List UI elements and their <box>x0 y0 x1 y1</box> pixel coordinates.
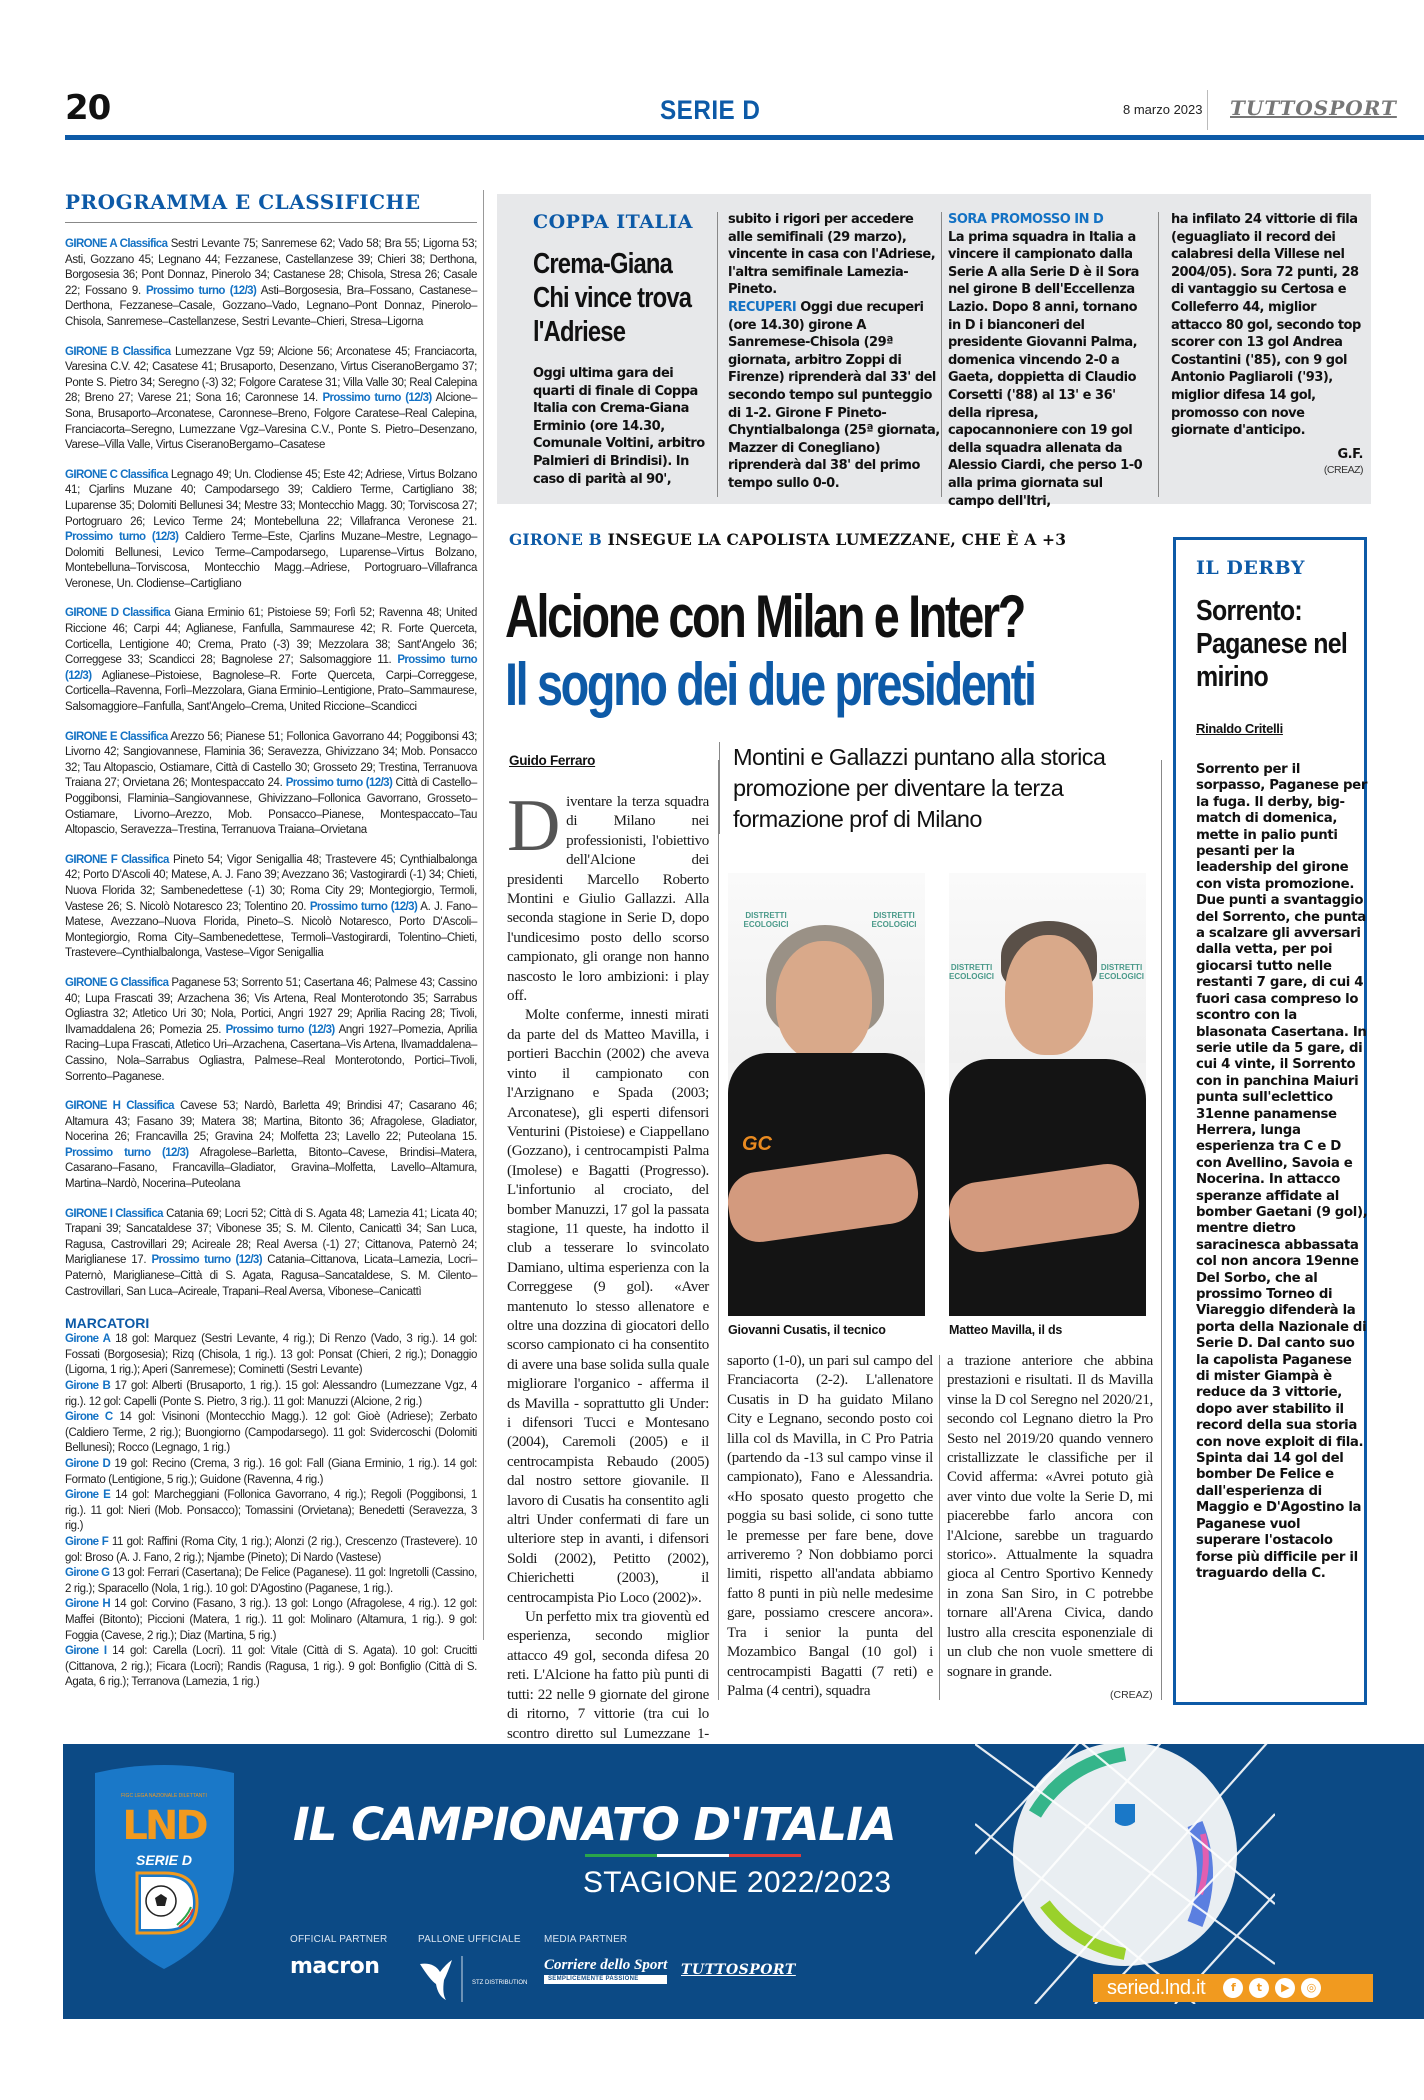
article-paragraph: Molte conferme, innesti mirati da parte del ds Matteo Mavilla, i portieri Bacchin (2002) che aveva vinto il campionato con l'Arzignano e Spada (2003; Arconatese), gli esperti difensori Venturini (Pistoiese) e Ciappellano (Gozzano), i centrocampisti Palma (Imolese) e Bagatti (Progresso). L'infortunio al crociato, del bomber Manuzzi, 17 gol la passata stagione, 11 queste, ha indotto il club a tesserare lo svincolato Damiano, ultima esperienza con la Correggese (9 gol). «Aver mantenuto lo stesso allenatore e oltre una dozzina di giocatori dello scorso campionato ci ha consentito di avere una base solida sulla quale migliorare l'organico - afferma il ds Mavilla - soprattutto gli Under: i difensori Tucci e Montesano (2004), Caremoli (2005) e il centrocampista Rebaudo (2005) dal nostro settore giovanile. Il lavoro di Cusatis ha consentito agli altri Under confermati di fare un ulteriore step in avanti, i difensori Soldi (2002), Petitto (2002), Chierichetti (2003), il centrocampista Pio Loco (2002)». <box>507 1007 709 1606</box>
lnd-serie-d-shield-logo <box>93 1761 236 1971</box>
next-round-fixtures: Caldiero Terme–Este, Cjarlins Muzane–Mestre, Legnago–Dolomiti Bellunesi, Levico Terme–Campodarsego, Luparense–Virtus Bolzano, Montebelluna–Torviscosa, Montecchio Magg.–Adriese, Portogruaro–Villafranca Veronese, Un. Clodiense–Cartigliano <box>65 531 477 590</box>
next-round-label: Prossimo turno (12/3) <box>65 1146 189 1159</box>
girone-standings: Catania 69; Locri 52; Città di S. Agata 48; Lamezia 41; Licata 40; Trapani 39; Sancataldese 37; Vibonese 35; S. M. Cilento, Canicattì 34; San Luca, Ragusa, Castrovillari 29; Acireale 28; Real Aversa (-1) 27; Cittanova, Paternò 24; Mariglianese 17. <box>65 1207 477 1267</box>
scorers-text: 14 gol: Carella (Locri). 11 gol: Vitale (Città di S. Agata). 10 gol: Crucitti (Cittanova, 2 rig.); Ficara (Locri); Randis (Ragusa, 1 rig.). 9 gol: Bonfiglio (Città di S. Agata, 6 rig.); Terranova (Lamezia, 1 rig.) <box>65 1645 477 1689</box>
next-round-fixtures: Asti–Borgosesia, Bra–Fossano, Castanese–Derthona, Fezzanese–Casale, Gozzano–Vado, Legnano–Pont Donnaz, Pinerolo–Chisola, Sanremese–Castellanzese, Sestri Levante–Chieri, Stresa–Ligorna <box>65 284 477 328</box>
serie-d-text: SERIE D <box>135 1852 193 1868</box>
next-round-label: Prossimo turno (12/3) <box>145 284 257 297</box>
derby-body: Sorrento per il sorpasso, Paganese per la fuga. Il derby, big-match di domenica, mette in palio punti pesanti per la leadership del girone con vista promozione. Due punti a svantaggio del Sorrento, che punta a scalzare gli avversari dalla vetta, per poi giocarsi tutto nelle restanti 7 gare, di cui 4 fuori casa compreso lo scontro con la blasonata Casertana. In serie utile da 5 gare, di cui 4 vinte, il Sorrento con in panchina Maiuri punta sull'eclettico 31enne panamense Herrera, lunga esperienza tra C e D con Avellino, Savoia e Nocerina. In attacco speranze affidate al bomber Gaetani (9 gol), mentre dietro saracinesca abbassata col non ancora 19enne Del Sorbo, che al prossimo Torneo di Viareggio difenderà la porta della Nazionale di Serie D. Dal canto suo la capolista Paganese di mister Giampà è reduce da 3 vittorie, dopo aver stabilito il record della sua storia con nove exploit di fila. Spinta dai 14 gol del bomber De Felice e dall'esperienza di Maggio e D'Agostino la Paganese vuol superare l'ostacolo forse più difficile per il traguardo della C. <box>1196 762 1368 1581</box>
newspaper-logo: TUTTOSPORT <box>1230 96 1397 120</box>
sora-continued <box>1171 211 1363 477</box>
girone-block <box>65 606 477 715</box>
facebook-icon[interactable]: f <box>1223 1978 1243 1998</box>
article-kicker <box>509 530 1066 550</box>
scorers-entry <box>65 1566 477 1597</box>
girone-title: GIRONE I Classifica <box>65 1207 163 1220</box>
instagram-icon[interactable]: ◎ <box>1301 1978 1321 1998</box>
sponsor-logo: DISTRETTI ECOLOGICI <box>1099 963 1144 981</box>
tuttosport-logo: TUTTOSPORT <box>681 1962 796 1978</box>
puma-logo <box>416 1954 536 2004</box>
header-rule <box>65 135 1424 140</box>
scorers-entry <box>65 1332 477 1379</box>
sponsor-logo: DISTRETTI ECOLOGICI <box>743 911 789 929</box>
girone-standings: Pineto 54; Vigor Senigallia 48; Trastevere 45; Cynthialbalonga 42; Porto D'Ascoli 40; Matese, A. J. Fano 39; Avezzano 36; Vastogirardi (-1) 34; Chieti, Nuova Florida 32; Sambenedettese (-1) 30; Roma City 29; Montegiorgio, Termoli, Vastese 26; S. Nicolò Notaresco 23; Tolentino 20. <box>65 853 477 913</box>
girone-title: GIRONE C Classifica <box>65 468 168 481</box>
next-round-label: Prossimo turno (12/3) <box>65 654 477 682</box>
photo-cusatis <box>728 873 925 1316</box>
scorers-girone: Girone F <box>65 1535 109 1548</box>
scorers-entry <box>65 1379 477 1410</box>
article-paragraph: Un perfetto mix tra gioventù ed esperienza, secondo miglior attacco 49 gol, seconda difesa 20 reti. L'Alcione ha fatto più punti di tutti: 22 nelle 9 giornate del girone di ritorno, 7 vittorie (tra cui lo scontro diretto sul Lumezzane 1- <box>507 1609 709 1742</box>
media-partner-label: MEDIA PARTNER <box>544 1934 628 1945</box>
subhead-rule <box>719 742 720 834</box>
twitter-icon[interactable]: t <box>1249 1978 1269 1998</box>
derby-kicker: IL DERBY <box>1196 557 1305 579</box>
girone-standings: Legnago 49; Un. Clodiense 45; Este 42; Adriese, Virtus Bolzano 41; Cjarlins Muzane 40; Campodarsego 39; Caldiero Terme, Cartigliano 38; Luparense 35; Dolomiti Bellunesi 34; Mestre 33; Montecchio Magg. 30; Torviscosa 27; Portogruaro 26; Levico Terme 24; Montebelluna 22; Villafranca Veronese 21. <box>65 468 478 528</box>
next-round-label: Prossimo turno (12/3) <box>285 777 393 790</box>
scorers-entry <box>65 1488 477 1535</box>
girone-title: GIRONE B Classifica <box>65 345 171 358</box>
column-divider <box>1161 760 1162 1700</box>
girone-standings: Giana Erminio 61; Pistoiese 59; Forlì 52; Ravenna 48; United Riccione 46; Carpi 44; Aglianese, Fanfulla, Sammaurese 42; R. Forte Querceta, Corticella, Lentigione 40; Crema, Prato (-3) 39; Mezzolara 38; Sant'Angelo 36; Correggese 33; Scandicci 28; Bagnolese 27; Salsomaggiore 11. <box>65 607 477 667</box>
girone-title: GIRONE A Classifica <box>65 238 168 250</box>
scorers-girone: Girone E <box>65 1489 111 1502</box>
next-round-label: Prossimo turno (12/3) <box>309 900 418 913</box>
article-credit: (CREAZ) <box>1110 1689 1153 1701</box>
photo-mavilla <box>949 873 1146 1316</box>
girone-block <box>65 468 477 593</box>
italian-tricolor-rule <box>585 1854 801 1857</box>
league-small-text: FIGC LEGA NAZIONALE DILETTANTI <box>121 1793 207 1799</box>
football-in-net-image <box>975 1744 1275 2004</box>
scorers-text: 13 gol: Ferrari (Casertana); De Felice (Paganese). 11 gol: Ingretolli (Cassino, 2 rig.); Sparacello (Nola, 1 rig.). 10 gol: D'Agostino (Paganese, 1 rig.). <box>65 1567 477 1595</box>
shirt-initials: GC <box>742 1133 772 1155</box>
column-divider <box>718 760 719 1700</box>
coppa-body: Oggi ultima gara dei quarti di finale di Coppa Italia con Crema-Giana Erminio (ore 14.30, Comunale Voltini, arbitro Palmieri di Brindisi). In caso di parità al 90', <box>533 366 705 487</box>
next-round-fixtures: A. J. Fano–Matese, Avezzano–Nuova Florida, Pineto–S. Nicolò Notaresco, Porto D'Ascoli–Montegiorgio, Roma City–Sambenedettese, Termoli–Vastogirardi, Tolentino–Chieti, Trastevere–Cynthialbalonga, Vastese–Vigor Senigallia <box>65 900 477 960</box>
banner-title: IL CAMPIONATO D'ITALIA <box>293 1798 896 1851</box>
derby-author: Rinaldo Critelli <box>1196 721 1283 736</box>
sora-kicker: SORA PROMOSSO IN D <box>948 212 1104 227</box>
girone-standings: Arezzo 56; Pianese 51; Follonica Gavorrano 44; Poggibonsi 43; Livorno 42; Sangiovannese, Flaminia 36; Seravezza, Ghivizzano 34; Mob. Ponsacco 32; Tau Altopascio, Ostiamare, Città di Castello 30; Grosseto 29; Trestina, Terranuova Traiana 27; Orvietana 26; Montespaccato 24. <box>65 730 477 790</box>
recuperi-label: RECUPERI <box>728 299 797 315</box>
girone-block <box>65 1207 477 1301</box>
sora-signature: G.F. <box>1337 446 1363 462</box>
person-head <box>776 941 872 1061</box>
coppa-italia-brief <box>533 211 711 488</box>
next-round-fixtures: Catania–Cittanova, Licata–Lamezia, Locri–Paternò, Mariglianese–Città di S. Agata, Ragusa–Sancataldese, S. M. Cilento–Castrovillari, San Luca–Acireale, Trapani–Real Aversa, Vibonese–Canicattì <box>65 1254 477 1298</box>
sponsor-logo: DISTRETTI ECOLOGICI <box>949 963 994 981</box>
scorers-girone: Girone D <box>65 1457 111 1470</box>
scorers-girone: Girone H <box>65 1598 111 1611</box>
banner-season: STAGIONE 2022/2023 <box>583 1866 892 1899</box>
next-round-fixtures: Città di Castello–Poggibonsi, Flaminia–Sangiovannese, Ghivizzano–Follonica Gavorrano, Grosseto–Ostiamare, Livorno–Arezzo, Mob. Ponsacco–Pianese, Montespaccato–Tau Altopascio, Seravezza–Trestina, Terranuova Traiana–Orvietana <box>65 777 477 837</box>
girone-title: GIRONE D Classifica <box>65 607 171 620</box>
scorers-text: 11 gol: Raffini (Roma City, 1 rig.); Alonzi (2 rig.), Crescenzo (Trastevere). 10 gol: Broso (A. J. Fano, 2 rig.); Njambe (Pineto); Di Nardo (Vastese) <box>65 1535 477 1564</box>
corriere-tagline: SEMPLICEMENTE PASSIONE <box>544 1975 667 1984</box>
lnd-logo-text: LND <box>122 1803 206 1849</box>
next-round-fixtures: Angri 1927–Pomezia, Aprilia Racing–Lupa Frascati, Atletico Uri–Arzachena, Casertana–Vis Artena, Ilvamaddalena–Cassino, Nola–Sarrabus Ogliastra, Palmese–Real Monterotondo, Portici–Tivoli, Sorrento–Paganese. <box>65 1023 477 1083</box>
photo-caption: Giovanni Cusatis, il tecnico <box>728 1323 886 1337</box>
website-bar[interactable] <box>1093 1974 1373 2002</box>
scorers-entry <box>65 1410 477 1457</box>
sponsor-logo: DISTRETTI ECOLOGICI <box>871 911 917 929</box>
brief-divider <box>941 212 942 497</box>
scorers-text: 19 gol: Recino (Crema, 3 rig.). 16 gol: Fall (Giana Erminio, 1 rig.). 14 gol: Formato (Lentigione, 5 rig.); Guidone (Ravenna, 4 rig.) <box>65 1457 477 1486</box>
svg-text:STZ DISTRIBUTION: STZ DISTRIBUTION <box>472 1980 528 1986</box>
scorers-text: 14 gol: Marcheggiani (Follonica Gavorrano, 4 rig.); Regoli (Poggibonsi, 1 rig.). 11 gol: Nieri (Mob. Ponsacco); Tomassini (Orvietana); Benedetti (Seravezza, 3 rig.) <box>65 1489 477 1533</box>
marcatori-title: MARCATORI <box>65 1315 150 1332</box>
brief-divider <box>1158 212 1159 497</box>
scorers-girone: Girone G <box>65 1567 110 1580</box>
article-column-3: a trazione anteriore che abbina prestazioni e risultati. Il ds Mavilla vinse la D col Seregno nel 2020/21, secondo col Legnano dietro la Pro Sesto nel 2019/20 quando vennero cristallizzate le classifiche per il Covid afferma: «Avrei potuto già aver vinto due volte la Serie D, mi piacerebbe farlo ancora con l'Alcione, sarebbe un traguardo storico». Attualmente la squadra gioca al Centro Sportivo Kennedy in zona San Siro, in C potrebbe tornare all'Arena Civica, dando lustro alla crescita esponenziale di un club che non vuole smettere di sognare in grande. <box>947 1353 1153 1680</box>
scorers-entry <box>65 1597 477 1644</box>
girone-title: GIRONE F Classifica <box>65 853 169 866</box>
corriere-dello-sport-logo <box>544 1956 667 1984</box>
girone-standings: Paganese 53; Sorrento 51; Casertana 46; Palmese 43; Cassino 40; Lupa Frascati 39; Arzachena 36; Vis Artena, Real Monterotondo 35; Sarrabus Ogliastra 32; Atletico Uri 30; Nola, Portici, Angri 1927 29; Aprilia Racing 28; Tivoli, Ilvamaddalena 26; Pomezia 25. <box>65 976 477 1036</box>
scorers-girone: Girone B <box>65 1380 111 1392</box>
page-number: 20 <box>65 88 111 128</box>
girone-block <box>65 730 477 839</box>
scorers-text: 17 gol: Alberti (Brusaporto, 1 rig.). 15 gol: Alessandro (Lumezzane Vgz, 4 rig.). 12 gol: Capelli (Ponte S. Pietro, 3 rig.). 11 gol: Manuzzi (Alcione, 2 rig.) <box>65 1380 477 1408</box>
standings-title: PROGRAMMA E CLASSIFICHE <box>65 190 477 223</box>
derby-title: Sorrento: Paganese nel mirino <box>1196 595 1348 693</box>
gironi-list <box>65 237 477 1300</box>
next-round-label: Prossimo turno (12/3) <box>322 392 432 405</box>
girone-block <box>65 237 477 331</box>
sora-brief <box>948 211 1148 510</box>
issue-date: 8 marzo 2023 <box>1123 102 1203 117</box>
girone-title: GIRONE G Classifica <box>65 976 169 989</box>
coppa-body-continued: subito i rigori per accedere alle semifinali (29 marzo), vincente in casa con l'Adriese, l'altra semifinale Lamezia-Pineto. <box>728 212 936 298</box>
column-divider <box>939 1355 940 1700</box>
girone-block <box>65 345 477 454</box>
drop-cap: D <box>507 785 561 867</box>
scorers-entry <box>65 1644 477 1691</box>
girone-block <box>65 1099 477 1193</box>
girone-standings: Cavese 53; Nardò, Barletta 49; Brindisi 47; Casarano 46; Altamura 43; Fasano 39; Matera 38; Martina, Bitonto 36; Afragolese, Gladiator, Nocerina 26; Francavilla 25; Gravina 24; Molfetta 23; Lavello 22; Puteolana 15. <box>65 1100 477 1144</box>
scorers-girone: Girone I <box>65 1645 107 1658</box>
person-head <box>1005 935 1093 1055</box>
derby-box <box>1173 537 1367 1705</box>
standings-column <box>65 190 477 1691</box>
section-title: SERIE D <box>660 95 761 125</box>
next-round-fixtures: Aglianese–Pistoiese, Bagnolese–R. Forte Querceta, Carpi–Correggese, Corticella–Ravenna, Forlì–Mezzolara, Giana Erminio–Lentigione, Prato–Sammaurese, Salsomaggiore–Fanfulla, Sant'Angelo–Crema, United Riccione–Scandicci <box>65 669 477 714</box>
marcatori-list <box>65 1332 477 1691</box>
page-header <box>65 88 1424 136</box>
article-column-2: saporto (1-0), un pari sul campo del Franciacorta (2-2). L'allenatore Cusatis in D ha guidato Milano City e Legnano, secondo posto coi lilla col ds Mavilla, in C Pro Patria (partendo da -13 sul campo vinse il campionato), Fano e Alessandria. «Ho sposato questo progetto che poggia su basi solide, ci sono tutte le premesse per fare bene, dove arriveremo ? Non dobbiamo porci limiti, rispetto all'andata abbiamo fatto 8 punti in più nelle medesime gare, possiamo crescere ancora». Tra i senior la punta del Mozambico Bangal (10 gol) i centrocampisti Bagatti (7 reti) e Palma (4 centri), squadra <box>727 1353 933 1699</box>
article-subhead: Montini e Gallazzi puntano alla storica promozione per diventare la terza formazione prof di Milano <box>733 744 1106 832</box>
coppa-headline: Crema-Giana Chi vince trova l'Adriese <box>533 248 692 348</box>
next-round-label: Prossimo turno (12/3) <box>151 1254 262 1267</box>
corriere-text: Corriere dello Sport <box>544 1957 668 1973</box>
photo-caption: Matteo Mavilla, il ds <box>949 1323 1063 1337</box>
serie-d-advertisement[interactable] <box>63 1744 1424 2019</box>
sora-body-continued: ha infilato 24 vittorie di fila (eguagliato il record dei calabresi della Villese nel 2004/05). Sora 72 punti, 28 di vantaggio su Certosa e Colleferro 44, miglior attacco 80 gol, secondo top scorer con 13 gol Andrea Costantini ('85), con 9 gol Antonio Pagliaroli ('93), miglior difesa 14 gol, promosso con nove giornate d'anticipo. <box>1171 212 1361 439</box>
scorers-girone: Girone A <box>65 1333 111 1346</box>
article-byline: Guido Ferraro <box>509 753 596 768</box>
girone-block <box>65 976 477 1085</box>
article-column-1 <box>507 785 709 1763</box>
column-divider <box>483 190 484 1640</box>
coppa-kicker: COPPA ITALIA <box>533 211 693 233</box>
macron-logo: macron <box>290 1954 380 1979</box>
coppa-continued <box>728 211 940 493</box>
girone-title: GIRONE E Classifica <box>65 730 168 743</box>
next-round-fixtures: Afragolese–Barletta, Bitonto–Cavese, Brindisi–Matera, Casarano–Fasano, Francavilla–Gladiator, Gravina–Molfetta, Lavello–Altamura, Martina–Nardò, Nocerina–Puteolana <box>65 1146 477 1191</box>
sora-body: La prima squadra in Italia a vincere il campionato dalla Serie A alla Serie D è il Sora nel girone B dell'Eccellenza Lazio. Dopo 8 anni, tornano in D i bianconeri del presidente Giovanni Palma, domenica vincendo 2-0 a Gaeta, doppietta di Claudio Corsetti ('88) al 13' e 36' della ripresa, capocannoniere con 19 gol della squadra allenata da Alessio Ciardi, che perso 1-0 alla prima giornata sul campo dell'Itri, <box>948 229 1143 509</box>
scorers-text: 14 gol: Corvino (Fasano, 3 rig.). 13 gol: Longo (Afragolese, 4 rig.). 12 gol: Maffei (Bitonto); Piccioni (Matera, 1 rig.). 11 gol: Molinaro (Altamura, 1 rig.). 9 gol: Foggia (Cavese, 2 rig.); Diaz (Martina, 5 rig.) <box>65 1598 477 1642</box>
recuperi-text: Oggi due recuperi (ore 14.30) girone A Sanremese-Chisola (29ª giornata, arbitro Zoppi di Firenze) riprenderà dal 33' del secondo tempo sul punteggio di 1-2. Girone F Pineto-Chyntialbalonga (25ª giornata, Mazzer di Conegliano) riprenderà dal 38' del primo tempo sullo 0-0. <box>728 299 940 491</box>
scorers-text: 14 gol: Visinoni (Montecchio Magg.). 12 gol: Gioè (Adriese); Zerbato (Caldiero Terme, 2 rig.); Buongiorno (Campodarsego). 11 gol: Svidercoschi (Dolomiti Bellunesi); Rocco (Legnago, 1 rig.) <box>65 1411 477 1455</box>
article-kicker-text: INSEGUE LA CAPOLISTA LUMEZZANE, CHE È A +3 <box>607 530 1067 549</box>
youtube-icon[interactable]: ▶ <box>1275 1978 1295 1998</box>
next-round-fixtures: Alcione–Sona, Brusaporto–Arconatese, Caronnese–Breno, Folgore Caratese–Real Calepina, Franciacorta–Seregno, Lumezzane Vgz–Varesina C.V., Ponte S. Pietro–Desenzano, Varese–Villa Valle, Virtus CiseranoBergamo–Casatese <box>65 392 477 452</box>
official-partner-label: OFFICIAL PARTNER <box>290 1934 388 1945</box>
girone-standings: Lumezzane Vgz 59; Alcione 56; Arconatese 45; Franciacorta, Varesina C.V. 42; Casatese 41; Brusaporto, Desenzano, Virtus CiseranoBergamo 37; Ponte S. Pietro 34; Seregno (-3) 32; Folgore Caratese 31; Villa Valle 30; Real Calepina 28; Breno 27; Varese 21; Sona 16; Caronnese 14. <box>65 345 477 405</box>
header-divider <box>1207 90 1208 130</box>
scorers-girone: Girone C <box>65 1411 113 1424</box>
scorers-entry <box>65 1457 477 1488</box>
scorers-text: 18 gol: Marquez (Sestri Levante, 4 rig.); Di Renzo (Vado, 3 rig.). 14 gol: Fossati (Borgosesia); Rizq (Chisola, 1 rig.). 13 gol: Ponsat (Chieri, 2 rig.); Donaggio (Ligorna, 1 rig.); Aperi (Sanremese); Cominetti (Sestri Levante) <box>65 1333 477 1377</box>
scorers-entry <box>65 1535 477 1566</box>
sora-credit: (CREAZ) <box>1323 464 1363 477</box>
article-paragraph: iventare la terza squadra di Milano nei professionisti, l'obiettivo dell'Alcione dei presidenti Marcello Roberto Montini e Giulio Gallazzi. Alla seconda stagione in Serie D, dopo l'undicesimo posto dello scorso campionato, gli orange non hanno nascosto le loro ambizioni: i play off. <box>507 794 709 1005</box>
article-kicker-tag: GIRONE B <box>509 530 602 549</box>
website-link[interactable]: seried.lnd.it <box>1107 1977 1206 1999</box>
article-headline-blue: Il sogno dei due presidenti <box>505 651 1035 718</box>
girone-title: GIRONE H Classifica <box>65 1100 174 1113</box>
next-round-label: Prossimo turno (12/3) <box>65 531 179 544</box>
next-round-label: Prossimo turno (12/3) <box>225 1023 335 1036</box>
girone-standings: Sestri Levante 75; Sanremese 62; Vado 58; Bra 55; Ligorna 53; Asti, Gozzano 45; Legnano 44; Fezzanese, Castellanzese 39; Chieri 38; Derthona, Borgosesia 36; Pont Donnaz, Pinerolo 34; Castanese 28; Chisola, Stresa 26; Casale 22; Fossano 9. <box>65 238 477 297</box>
ball-partner-label: PALLONE UFFICIALE <box>418 1934 521 1945</box>
girone-block <box>65 853 477 962</box>
article-headline: Alcione con Milan e Inter? <box>505 583 1025 650</box>
brief-divider <box>717 212 718 497</box>
